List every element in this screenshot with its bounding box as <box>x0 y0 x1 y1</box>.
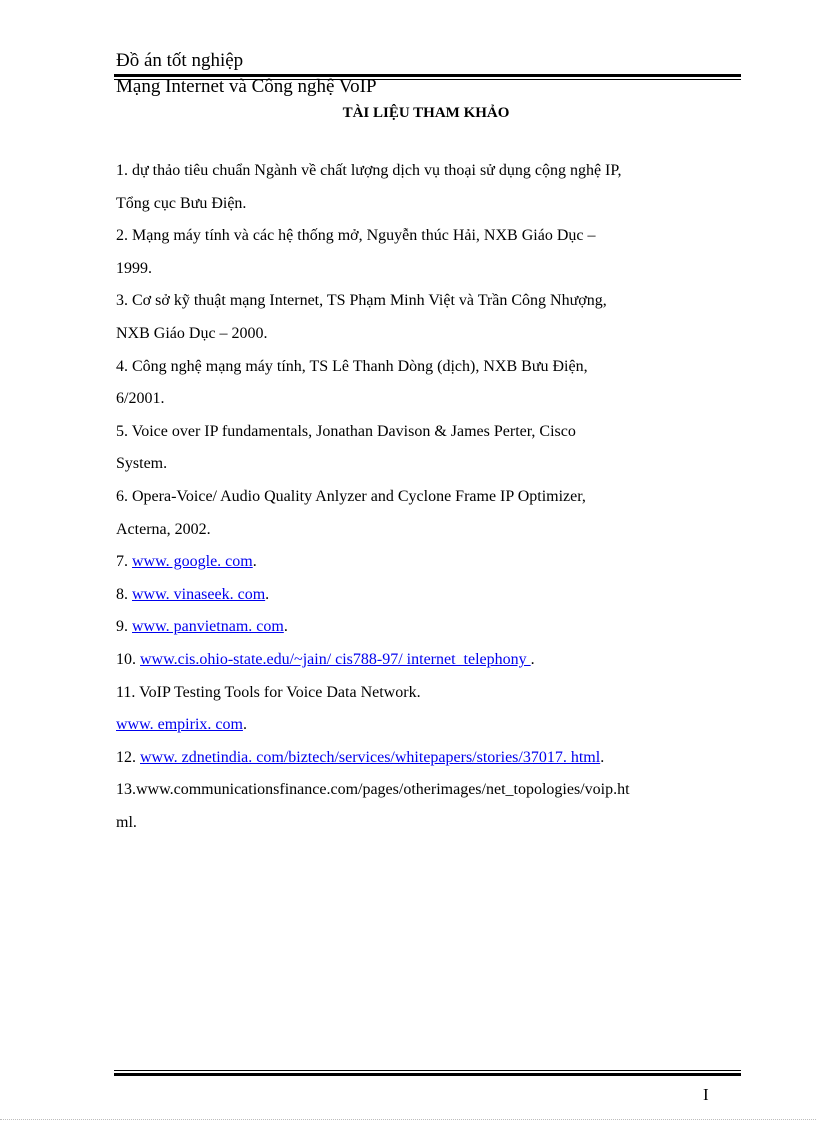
header-document-type: Đồ án tốt nghiệp <box>116 50 244 71</box>
reference-8-period: . <box>265 585 270 603</box>
reference-8-number: 8. <box>116 585 132 603</box>
reference-3-line-2: NXB Giáo Dục – 2000. <box>116 324 268 342</box>
footer-rule-thin <box>114 1070 741 1071</box>
footer-rule-thick <box>114 1073 741 1076</box>
reference-10-link[interactable]: www.cis.ohio-state.edu/~jain/ cis788-97/ internet_telephony <box>140 650 531 668</box>
page-number: I <box>703 1085 709 1104</box>
reference-9 <box>116 611 741 644</box>
reference-9-number: 9. <box>116 618 132 636</box>
reference-1-line-1: 1. dự thảo tiêu chuẩn Ngành về chất lượng dịch vụ thoại sử dụng cộng nghệ IP, <box>116 162 622 179</box>
reference-5-line-1: 5. Voice over IP fundamentals, Jonathan Davison & James Perter, Cisco <box>116 422 576 440</box>
reference-6-line-1: 6. Opera-Voice/ Audio Quality Anlyzer and Cyclone Frame IP Optimizer, <box>116 487 586 505</box>
reference-7-link[interactable]: www. google. com <box>132 553 253 571</box>
reference-10 <box>116 644 741 677</box>
page-bottom-dotted-border <box>0 1119 816 1120</box>
reference-4-line-2: 6/2001. <box>116 390 165 408</box>
header-document-title: Mạng Internet và Công nghệ VoIP <box>116 76 377 97</box>
reference-3-line-1: 3. Cơ sở kỹ thuật mạng Internet, TS Phạm Minh Việt và Trần Công Nhượng, <box>116 292 607 310</box>
reference-11-link[interactable]: www. empirix. com <box>116 716 243 734</box>
reference-8-link[interactable]: www. vinaseek. com <box>132 585 266 603</box>
reference-10-number: 10. <box>116 650 140 668</box>
reference-12-link[interactable]: www. zdnetindia. com/biztech/services/whitepapers/stories/37017. html <box>140 748 601 766</box>
reference-11-line-2 <box>116 709 741 742</box>
reference-13-line-1: 13.www.communicationsfinance.com/pages/otherimages/net_topologies/voip.ht <box>116 781 630 799</box>
reference-11-line-1: 11. VoIP Testing Tools for Voice Data Network. <box>116 683 421 701</box>
reference-11-period: . <box>242 716 247 734</box>
reference-4-line-1: 4. Công nghệ mạng máy tính, TS Lê Thanh Dòng (dịch), NXB Bưu Điện, <box>116 357 588 375</box>
reference-7 <box>116 546 741 579</box>
reference-2-line-2: 1999. <box>116 259 152 277</box>
reference-2-line-1: 2. Mạng máy tính và các hệ thống mở, Nguyễn thúc Hải, NXB Giáo Dục – <box>116 227 596 245</box>
reference-list <box>116 155 741 839</box>
reference-9-link[interactable]: www. panvietnam. com <box>132 618 284 636</box>
reference-12 <box>116 742 741 775</box>
reference-5-line-2: System. <box>116 455 168 473</box>
reference-13-line-2: ml. <box>116 813 137 831</box>
reference-9-period: . <box>283 618 288 636</box>
reference-12-number: 12. <box>116 748 140 766</box>
page-title: TÀI LIỆU THAM KHẢO <box>342 105 510 121</box>
reference-6-line-2: Acterna, 2002. <box>116 520 211 538</box>
reference-1-line-2: Tổng cục Bưu Điện. <box>116 194 247 212</box>
reference-12-period: . <box>600 748 605 766</box>
reference-8 <box>116 579 741 612</box>
reference-7-number: 7. <box>116 553 132 571</box>
reference-10-period: . <box>530 650 535 668</box>
reference-7-period: . <box>252 553 257 571</box>
